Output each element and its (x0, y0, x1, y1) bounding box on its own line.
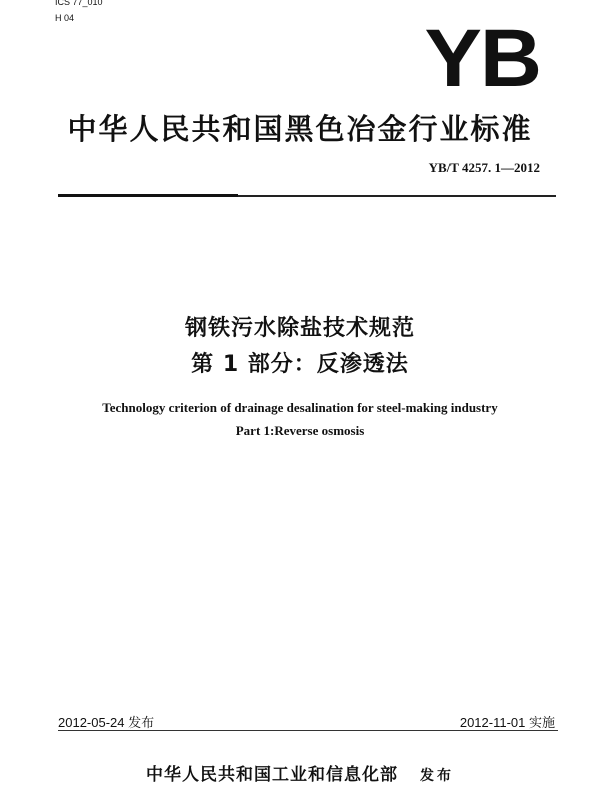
classification-code: H 04 (55, 13, 75, 23)
standard-category-title: 中华人民共和国黑色冶金行业标准 (67, 112, 533, 146)
document-subtitle-en: Part 1:Reverse osmosis (235, 423, 365, 438)
footer-divider (58, 730, 558, 731)
publisher-name: 中华人民共和国工业和信息化部 (146, 765, 398, 785)
publisher-line (0, 760, 600, 785)
publisher-action: 发布 (420, 768, 454, 784)
issue-date: 2012-05-24 发布 (58, 715, 155, 730)
implementation-date: 2012-11-01 实施 (459, 715, 555, 730)
document-title-en: Technology criterion of drainage desalination for steel-making industry (102, 400, 498, 415)
document-subtitle-cn: 第 1 部分：反渗透法 (191, 352, 409, 377)
document-title-cn: 钢铁污水除盐技术规范 (184, 316, 415, 341)
standard-number: YB/T 4257. 1—2012 (428, 160, 540, 175)
header-divider-accent (58, 194, 238, 197)
yb-logo: YB (424, 13, 540, 104)
ics-code: ICS 77_010 (55, 0, 103, 7)
